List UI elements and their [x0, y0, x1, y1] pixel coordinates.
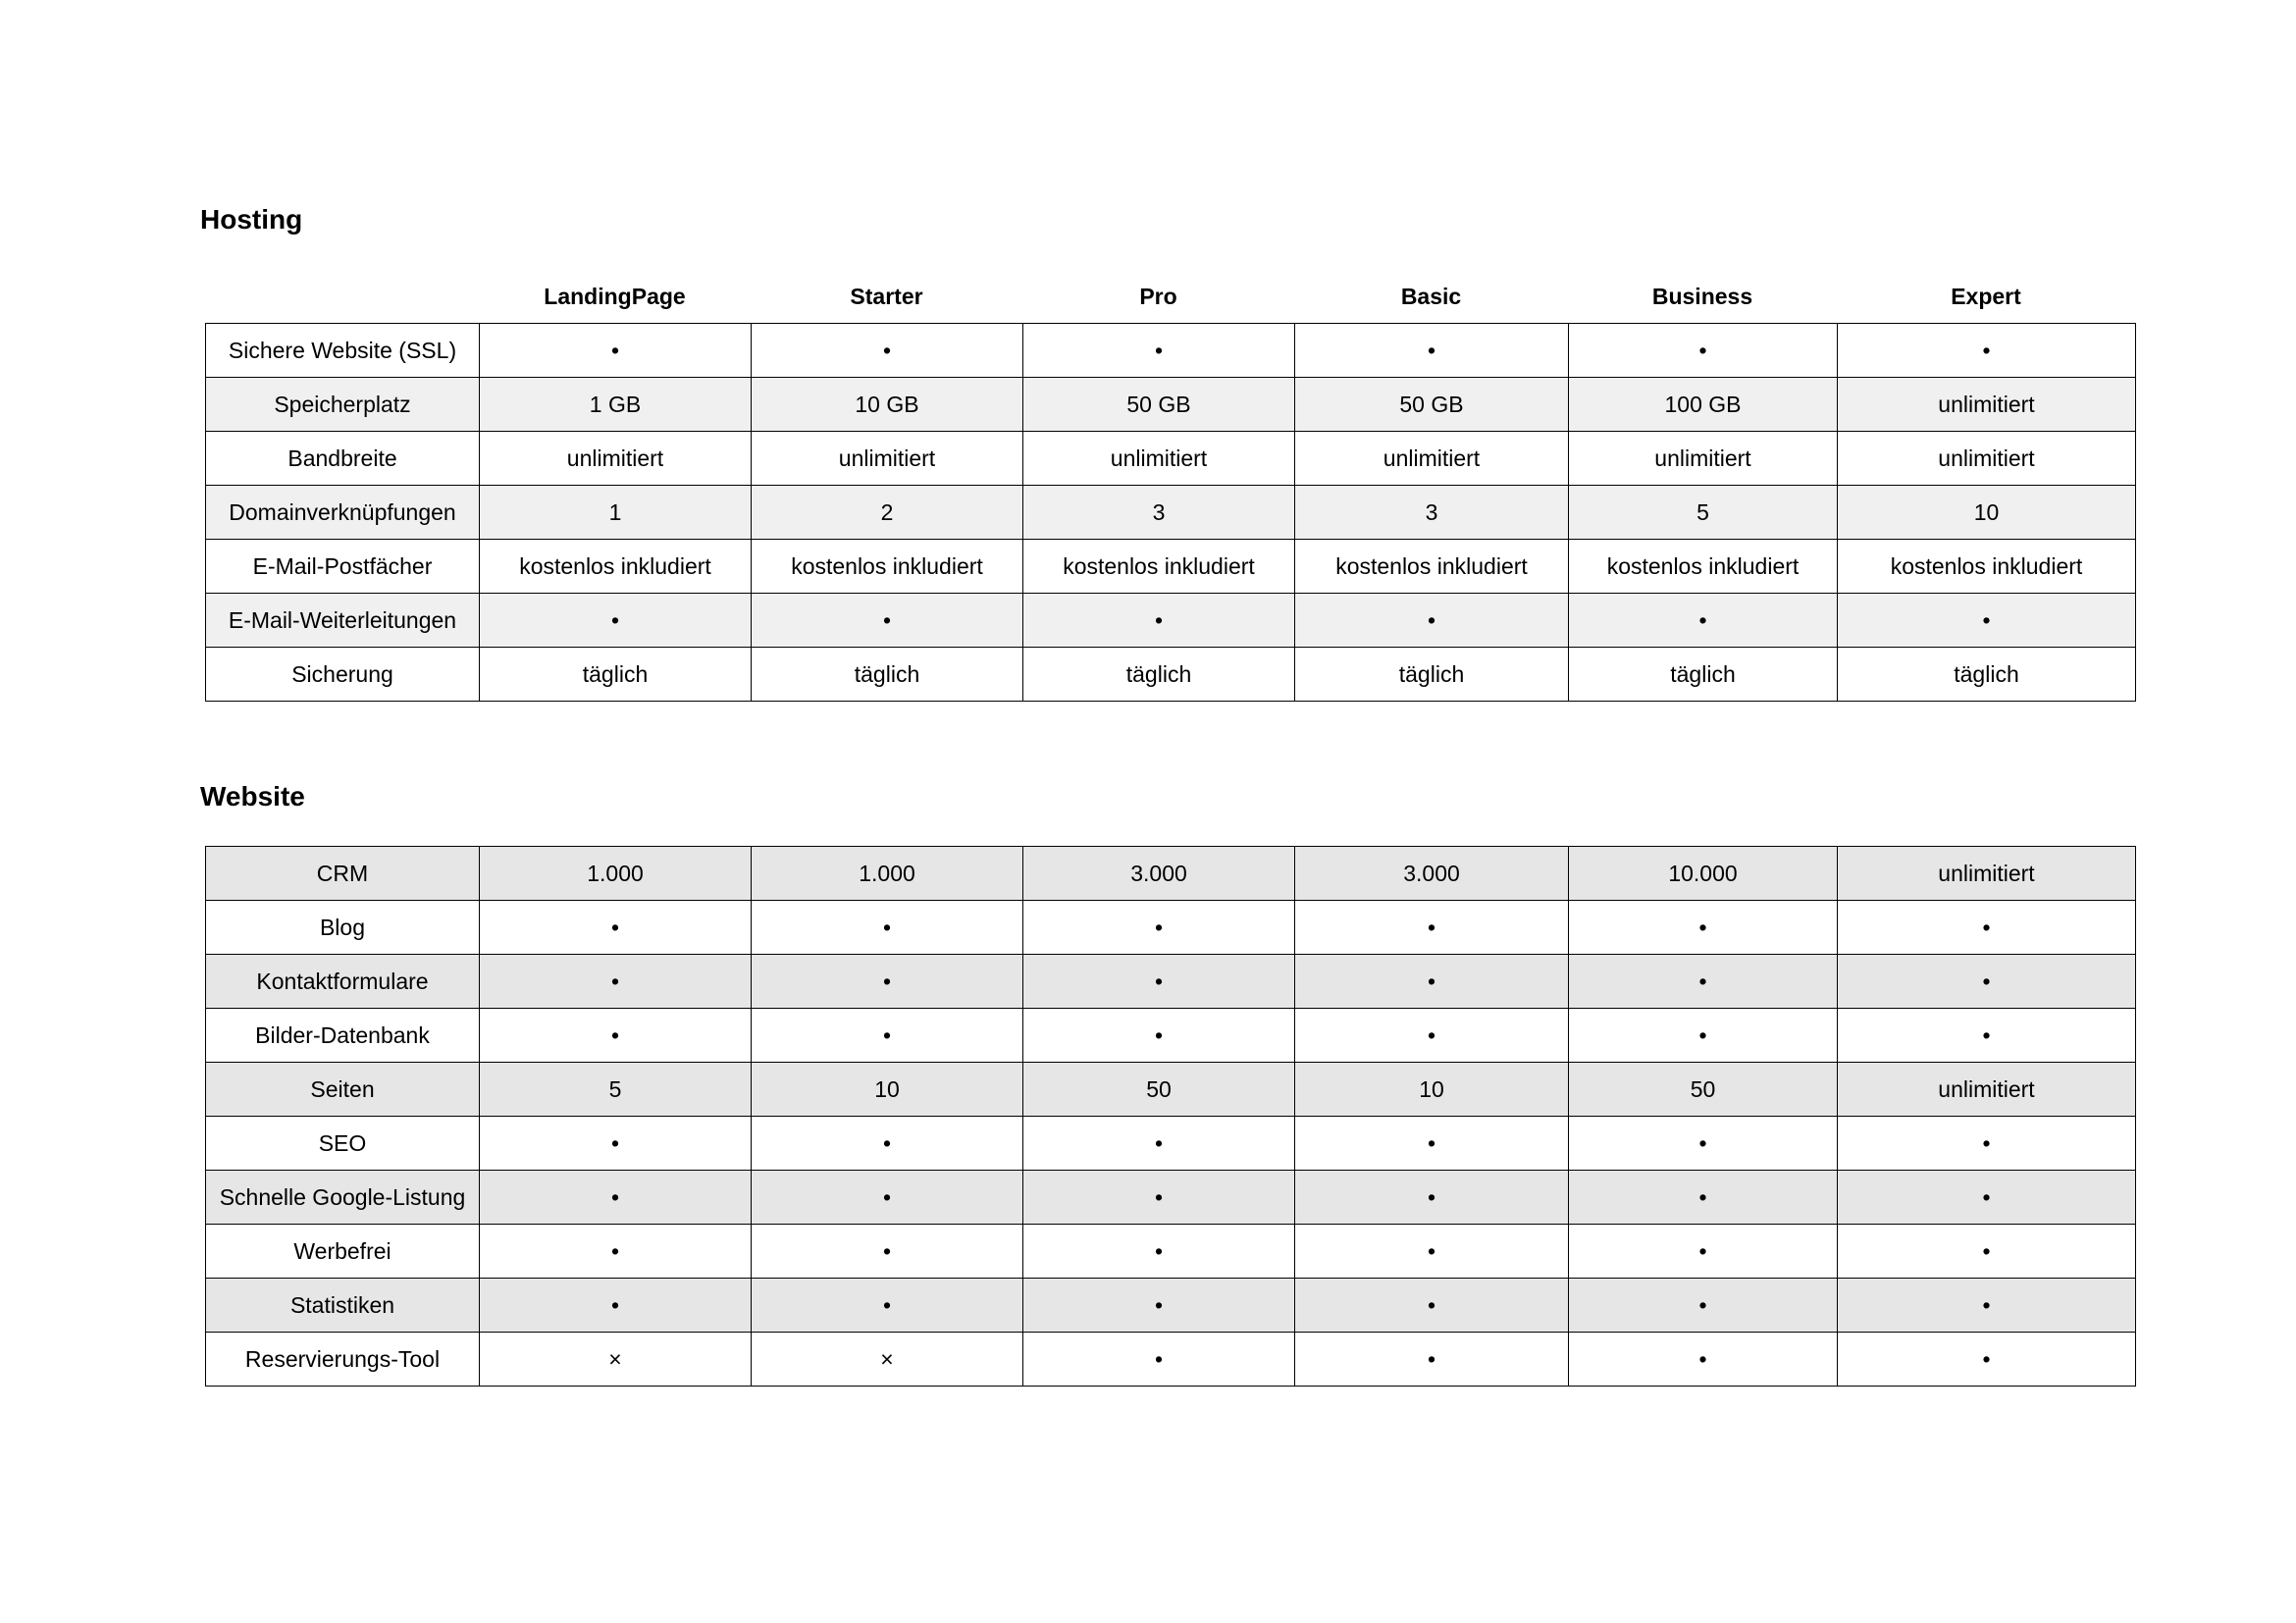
included-dot-icon: •	[1838, 1279, 2136, 1333]
included-dot-icon: •	[752, 1009, 1023, 1063]
included-dot-icon: •	[1838, 1333, 2136, 1387]
not-included-cross-icon: ×	[752, 1333, 1023, 1387]
table-row	[206, 378, 2136, 432]
table-row	[206, 1333, 2136, 1387]
included-dot-icon: •	[752, 955, 1023, 1009]
website-table	[205, 846, 2136, 1387]
included-dot-icon: •	[752, 594, 1023, 648]
included-dot-icon: •	[1838, 1225, 2136, 1279]
included-dot-icon: •	[1295, 901, 1569, 955]
table-row	[206, 432, 2136, 486]
included-dot-icon: •	[1569, 324, 1838, 378]
row-label: Domainverknüpfungen	[206, 486, 480, 540]
table-row	[206, 1117, 2136, 1171]
hosting-section-title: Hosting	[200, 204, 303, 235]
table-cell: 10.000	[1569, 847, 1838, 901]
included-dot-icon: •	[1023, 1279, 1295, 1333]
plan-header-expert: Expert	[1951, 283, 2021, 309]
included-dot-icon: •	[752, 1225, 1023, 1279]
row-label: Speicherplatz	[206, 378, 480, 432]
included-dot-icon: •	[1023, 955, 1295, 1009]
included-dot-icon: •	[1295, 594, 1569, 648]
included-dot-icon: •	[1838, 324, 2136, 378]
included-dot-icon: •	[1569, 1333, 1838, 1387]
included-dot-icon: •	[1569, 594, 1838, 648]
included-dot-icon: •	[752, 1279, 1023, 1333]
table-row	[206, 486, 2136, 540]
table-cell: 5	[480, 1063, 752, 1117]
included-dot-icon: •	[752, 901, 1023, 955]
included-dot-icon: •	[480, 901, 752, 955]
included-dot-icon: •	[1295, 324, 1569, 378]
hosting-table-body	[206, 324, 2136, 702]
included-dot-icon: •	[480, 1279, 752, 1333]
table-row	[206, 594, 2136, 648]
included-dot-icon: •	[1838, 901, 2136, 955]
table-cell: kostenlos inkludiert	[1569, 540, 1838, 594]
table-cell: täglich	[480, 648, 752, 702]
table-cell: 1.000	[480, 847, 752, 901]
included-dot-icon: •	[1838, 1171, 2136, 1225]
included-dot-icon: •	[1295, 955, 1569, 1009]
included-dot-icon: •	[1295, 1117, 1569, 1171]
table-cell: 3	[1295, 486, 1569, 540]
included-dot-icon: •	[1838, 594, 2136, 648]
included-dot-icon: •	[1023, 1009, 1295, 1063]
table-row	[206, 324, 2136, 378]
table-cell: unlimitiert	[480, 432, 752, 486]
included-dot-icon: •	[1295, 1225, 1569, 1279]
row-label: Bilder-Datenbank	[206, 1009, 480, 1063]
row-label: E-Mail-Postfächer	[206, 540, 480, 594]
included-dot-icon: •	[1023, 1333, 1295, 1387]
table-cell: 50 GB	[1023, 378, 1295, 432]
row-label: SEO	[206, 1117, 480, 1171]
table-cell: unlimitiert	[1569, 432, 1838, 486]
included-dot-icon: •	[1569, 1009, 1838, 1063]
included-dot-icon: •	[1838, 955, 2136, 1009]
table-cell: 100 GB	[1569, 378, 1838, 432]
table-cell: kostenlos inkludiert	[752, 540, 1023, 594]
website-section-title: Website	[200, 781, 305, 812]
included-dot-icon: •	[1023, 1225, 1295, 1279]
included-dot-icon: •	[480, 594, 752, 648]
included-dot-icon: •	[1569, 1279, 1838, 1333]
table-row	[206, 955, 2136, 1009]
table-cell: 3.000	[1023, 847, 1295, 901]
table-row	[206, 901, 2136, 955]
table-cell: unlimitiert	[1838, 1063, 2136, 1117]
included-dot-icon: •	[1569, 901, 1838, 955]
table-cell: täglich	[1023, 648, 1295, 702]
table-cell: 50 GB	[1295, 378, 1569, 432]
plan-header-pro: Pro	[1139, 283, 1177, 309]
table-cell: 50	[1023, 1063, 1295, 1117]
included-dot-icon: •	[1295, 1279, 1569, 1333]
row-label: Kontaktformulare	[206, 955, 480, 1009]
included-dot-icon: •	[1569, 1171, 1838, 1225]
table-cell: täglich	[1838, 648, 2136, 702]
table-cell: täglich	[752, 648, 1023, 702]
included-dot-icon: •	[480, 324, 752, 378]
row-label: Werbefrei	[206, 1225, 480, 1279]
row-label: CRM	[206, 847, 480, 901]
included-dot-icon: •	[480, 1171, 752, 1225]
table-row	[206, 648, 2136, 702]
plan-header-row	[205, 277, 2135, 316]
website-table-body	[206, 847, 2136, 1387]
included-dot-icon: •	[1023, 1117, 1295, 1171]
included-dot-icon: •	[1023, 901, 1295, 955]
table-cell: unlimitiert	[1295, 432, 1569, 486]
table-cell: 10	[1295, 1063, 1569, 1117]
row-label: Statistiken	[206, 1279, 480, 1333]
included-dot-icon: •	[1023, 1171, 1295, 1225]
table-cell: unlimitiert	[1838, 432, 2136, 486]
table-cell: 2	[752, 486, 1023, 540]
included-dot-icon: •	[1023, 594, 1295, 648]
table-cell: 1.000	[752, 847, 1023, 901]
plan-header-starter: Starter	[850, 283, 923, 309]
included-dot-icon: •	[1838, 1117, 2136, 1171]
row-label: Seiten	[206, 1063, 480, 1117]
table-cell: kostenlos inkludiert	[1023, 540, 1295, 594]
plan-header-business: Business	[1651, 283, 1753, 309]
included-dot-icon: •	[752, 1171, 1023, 1225]
table-row	[206, 847, 2136, 901]
table-row	[206, 1171, 2136, 1225]
included-dot-icon: •	[1295, 1333, 1569, 1387]
table-row	[206, 1225, 2136, 1279]
row-label: Bandbreite	[206, 432, 480, 486]
table-cell: täglich	[1295, 648, 1569, 702]
table-cell: 10 GB	[752, 378, 1023, 432]
table-cell: 3.000	[1295, 847, 1569, 901]
included-dot-icon: •	[480, 1009, 752, 1063]
table-cell: unlimitiert	[1023, 432, 1295, 486]
row-label: Sichere Website (SSL)	[206, 324, 480, 378]
row-label: Schnelle Google-Listung	[206, 1171, 480, 1225]
table-cell: kostenlos inkludiert	[1838, 540, 2136, 594]
table-row	[206, 1279, 2136, 1333]
included-dot-icon: •	[1023, 324, 1295, 378]
row-label: Sicherung	[206, 648, 480, 702]
included-dot-icon: •	[1295, 1009, 1569, 1063]
table-cell: unlimitiert	[752, 432, 1023, 486]
included-dot-icon: •	[1838, 1009, 2136, 1063]
included-dot-icon: •	[480, 1117, 752, 1171]
row-label: E-Mail-Weiterleitungen	[206, 594, 480, 648]
table-cell: 10	[1838, 486, 2136, 540]
included-dot-icon: •	[1569, 955, 1838, 1009]
plan-header-basic: Basic	[1400, 283, 1462, 309]
table-cell: 3	[1023, 486, 1295, 540]
table-cell: kostenlos inkludiert	[480, 540, 752, 594]
table-cell: unlimitiert	[1838, 847, 2136, 901]
table-row	[206, 1063, 2136, 1117]
table-cell: 1 GB	[480, 378, 752, 432]
included-dot-icon: •	[752, 324, 1023, 378]
table-cell: 1	[480, 486, 752, 540]
included-dot-icon: •	[752, 1117, 1023, 1171]
included-dot-icon: •	[1569, 1225, 1838, 1279]
row-label: Blog	[206, 901, 480, 955]
table-cell: unlimitiert	[1838, 378, 2136, 432]
hosting-table	[205, 323, 2136, 702]
not-included-cross-icon: ×	[480, 1333, 752, 1387]
table-row	[206, 1009, 2136, 1063]
table-cell: kostenlos inkludiert	[1295, 540, 1569, 594]
plan-header-landingpage: LandingPage	[544, 283, 686, 309]
table-cell: 10	[752, 1063, 1023, 1117]
included-dot-icon: •	[1569, 1117, 1838, 1171]
plan-header-empty	[205, 277, 479, 316]
table-cell: täglich	[1569, 648, 1838, 702]
included-dot-icon: •	[480, 1225, 752, 1279]
table-row	[206, 540, 2136, 594]
table-cell: 5	[1569, 486, 1838, 540]
table-cell: 50	[1569, 1063, 1838, 1117]
included-dot-icon: •	[1295, 1171, 1569, 1225]
included-dot-icon: •	[480, 955, 752, 1009]
row-label: Reservierungs-Tool	[206, 1333, 480, 1387]
